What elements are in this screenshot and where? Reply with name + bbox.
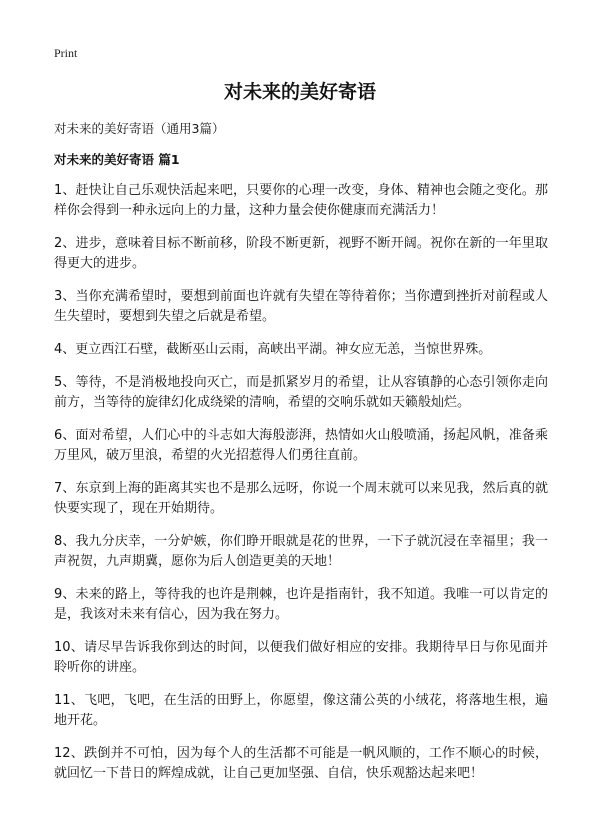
paragraph: 6、面对希望，人们心中的斗志如大海般澎湃，热情如火山般喷涌，扬起风帆，准备乘万里风，破万里浪，希望的火光招惹得人们勇往直前。 <box>54 428 548 463</box>
paragraph: 9、未来的路上，等待我的也许是荆棘，也许是指南针，我不知道。我唯一可以肯定的是，我该对未来有信心，因为我在努力。 <box>54 587 548 622</box>
paragraph: 4、更立西江石壁，截断巫山云雨，高峡出平湖。神女应无恙，当惊世界殊。 <box>54 342 492 357</box>
document-subtitle: 对未来的美好寄语（通用3篇） <box>54 121 225 136</box>
section-heading: 对未来的美好寄语 篇1 <box>54 152 180 167</box>
paragraph: 1、赶快让自己乐观快活起来吧，只要你的心理一改变，身体、精神也会随之变化。那样你会得到一种永远向上的力量，这种力量会使你健康而充满活力！ <box>54 183 548 218</box>
paragraph: 11、飞吧，飞吧，在生活的田野上，你愿望，像这蒲公英的小绒花，将落地生根，遍地开花。 <box>54 693 548 728</box>
page-title: 对未来的美好寄语 <box>223 81 376 103</box>
paragraph: 8、我九分庆幸，一分妒嫉，你们睁开眼就是花的世界，一下子就沉浸在幸福里；我一声祝贺，九声期冀，愿你为后人创造更美的天地！ <box>54 534 548 569</box>
paragraph: 3、当你充满希望时，要想到前面也许就有失望在等待着你；当你遭到挫折对前程或人生失望时，要想到失望之后就是希望。 <box>54 289 548 324</box>
paragraph-list <box>54 181 548 797</box>
paragraph: 10、请尽早告诉我你到达的时间，以便我们做好相应的安排。我期待早日与你见面并聆听你的讲座。 <box>54 640 548 675</box>
print-link[interactable]: Print <box>54 46 78 60</box>
paragraph: 2、进步，意味着目标不断前移，阶段不断更新，视野不断开阔。祝你在新的一年里取得更大的进步。 <box>54 236 548 271</box>
paragraph: 7、东京到上海的距离其实也不是那么远呀，你说一个周末就可以来见我，然后真的就快要实现了，现在开始期待。 <box>54 481 548 516</box>
paragraph: 12、跌倒并不可怕，因为每个人的生活都不可能是一帆风顺的，工作不顺心的时候，就回忆一下昔日的辉煌成就，让自己更加坚强、自信，快乐观豁达起来吧！ <box>54 746 548 781</box>
paragraph: 5、等待，不是消极地投向灭亡，而是抓紧岁月的希望，让从容镇静的心态引领你走向前方，当等待的旋律幻化成绕梁的清响，希望的交响乐就如天籁般灿烂。 <box>54 375 548 410</box>
